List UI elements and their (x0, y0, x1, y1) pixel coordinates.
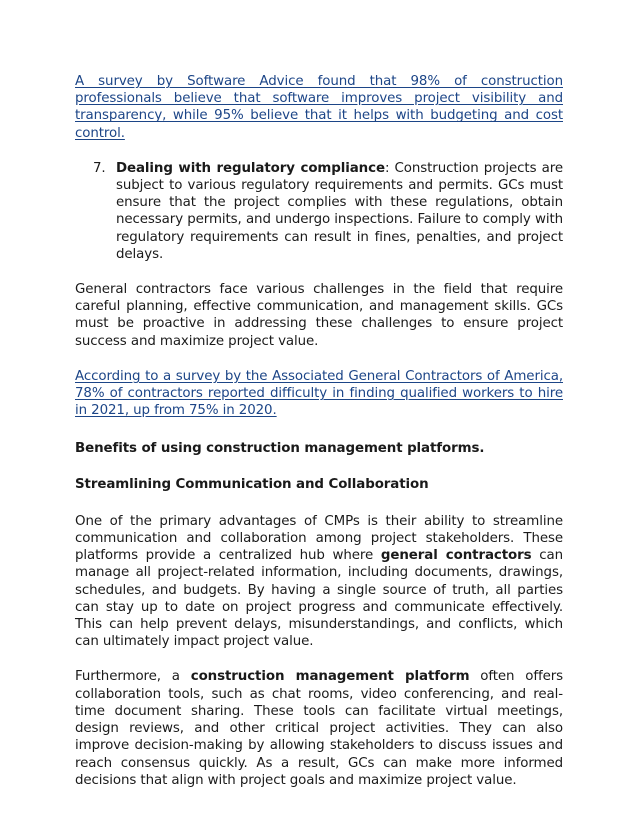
cmp-text-1: One of the primary advantages of CMPs is their ability to streamline communication and collaboration among project stakeholders. These platforms provide a centralized hub where (75, 513, 563, 564)
survey-link-software-advice[interactable]: A survey by Software Advice found that 98% of construction professionals believe that software improves project visibility and transparency, while 95% believe that it helps with budgeting and cost control. (75, 74, 563, 141)
list-item-regulatory-compliance (75, 160, 563, 263)
challenges-paragraph: General contractors face various challenges in the field that require careful planning, effective communication, and management skills. GCs must be proactive in addressing these challenges to ensure project success and maximize project value. (75, 282, 563, 349)
survey-paragraph-1 (75, 73, 563, 142)
cmp-text-2: can manage all project-related information, including documents, drawings, schedules, and budgets. By having a single source of truth, all parties can stay up to date on project progress and communicate effectively. This can help prevent delays, misunderstandings, and conflicts, which can ultimately impact project value. (75, 548, 563, 650)
list-item-body: : Construction projects are subject to various regulatory requirements and permits. GCs must ensure that the project complies with these regulations, obtain necessary permits, and undergo inspections. Failure to comply with regulatory requirements can result in fines, penalties, and project delays. (116, 160, 563, 262)
survey-paragraph-2 (75, 368, 563, 420)
heading-streamlining: Streamlining Communication and Collaboration (75, 476, 429, 492)
furthermore-text-2: often offers collaboration tools, such as chat rooms, video conferencing, and real-time document sharing. These tools can facilitate virtual meetings, design reviews, and other critical project activities. They can also improve decision-making by allowing stakeholders to discuss issues and reach consensus quickly. As a result, GCs can make more informed decisions that align with project goals and maximize project value. (75, 669, 564, 788)
list-item-text (116, 160, 563, 263)
list-number: 7. (93, 160, 106, 176)
furthermore-text-1: Furthermore, a (75, 669, 191, 685)
heading-benefits: Benefits of using construction management platforms. (75, 441, 485, 457)
survey-link-agc[interactable]: According to a survey by the Associated General Contractors of America, 78% of contractors reported difficulty in finding qualified workers to hire in 2021, up from 75% in 2020. (75, 368, 563, 419)
cmp-bold-general-contractors: general contractors (380, 548, 532, 564)
furthermore-paragraph (75, 668, 563, 788)
cmp-paragraph (75, 513, 563, 651)
list-item-title: Dealing with regulatory compliance (116, 160, 385, 176)
furthermore-bold-cmp: construction management platform (190, 669, 470, 685)
